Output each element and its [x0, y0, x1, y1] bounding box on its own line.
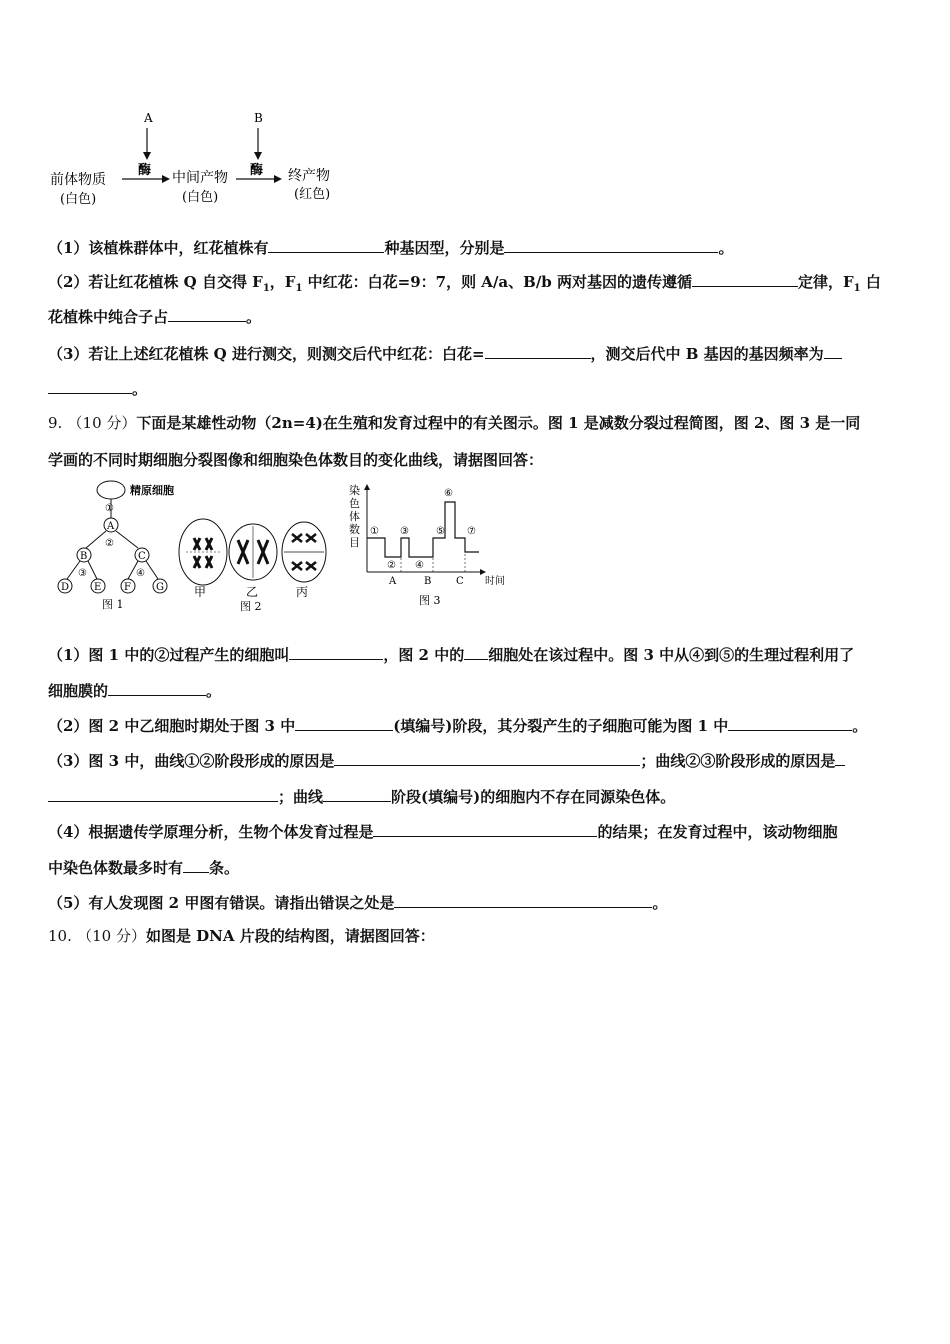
- svg-text:G: G: [156, 582, 164, 593]
- svg-text:甲: 甲: [194, 585, 207, 599]
- intermediate-label: 中间产物: [172, 170, 228, 186]
- gene-b-label: B: [254, 111, 263, 125]
- answer-blank[interactable]: [692, 271, 798, 287]
- svg-text:乙: 乙: [246, 585, 259, 599]
- answer-blank[interactable]: [504, 237, 718, 253]
- metabolic-pathway-diagram: [40, 100, 360, 215]
- q8-sub2-line2: 花植株中纯合子占 。: [48, 308, 262, 326]
- cell-yi: [229, 524, 277, 599]
- svg-text:C: C: [138, 551, 146, 562]
- svg-text:数: 数: [349, 523, 360, 536]
- answer-blank[interactable]: [485, 343, 591, 359]
- q9-sub3: （3）图 3 中，曲线①②阶段形成的原因是 ；曲线②③阶段形成的原因是: [48, 750, 845, 771]
- svg-text:E: E: [94, 582, 102, 593]
- q9-sub4-line2: 中染色体数最多时有 条。: [48, 859, 240, 877]
- intermediate-color: (白色): [182, 190, 219, 205]
- final-product-color: (红色): [294, 187, 331, 202]
- fig2-caption: 图 2: [240, 600, 262, 613]
- svg-text:④: ④: [415, 560, 424, 571]
- figure-3-chromosome-curve: [343, 482, 518, 612]
- figure-2-cell-images: [176, 510, 336, 614]
- answer-blank[interactable]: [835, 750, 845, 766]
- svg-text:F: F: [124, 582, 131, 593]
- answer-blank[interactable]: [289, 644, 383, 660]
- fig3-caption: 图 3: [419, 594, 441, 607]
- answer-blank[interactable]: [394, 892, 652, 908]
- q9-sub2: （2）图 2 中乙细胞时期处于图 3 中 (填编号)阶段，其分裂产生的子细胞可能为图 1 中 。: [48, 717, 868, 735]
- svg-text:②: ②: [387, 560, 396, 571]
- svg-text:丙: 丙: [296, 585, 309, 599]
- q9-sub1: （1）图 1 中的②过程产生的细胞叫 ，图 2 中的 细胞处在该过程中。图 3 中从④到⑤的生理过程利用了: [48, 646, 855, 664]
- question-score: （10 分）: [67, 414, 137, 432]
- svg-text:③: ③: [78, 568, 87, 579]
- precursor-color: (白色): [60, 192, 97, 207]
- precursor-label: 前体物质: [50, 172, 106, 188]
- question-score: （10 分）: [77, 927, 146, 945]
- svg-text:④: ④: [136, 568, 145, 579]
- answer-blank[interactable]: [323, 786, 391, 802]
- svg-text:①: ①: [370, 526, 379, 537]
- answer-blank[interactable]: [48, 786, 278, 802]
- final-product-label: 终产物: [288, 168, 330, 184]
- svg-text:⑤: ⑤: [436, 526, 445, 537]
- question-number: 10.: [48, 927, 72, 945]
- q9-sub3-line2: ；曲线 阶段(填编号)的细胞内不存在同源染色体。: [48, 786, 675, 807]
- answer-blank[interactable]: [183, 857, 209, 873]
- answer-blank[interactable]: [824, 343, 842, 359]
- q9-intro-line1: 9. （10 分）下面是某雄性动物（2n=4)在生殖和发育过程中的有关图示。图 1 是减数分裂过程简图，图 2、图 3 是一同: [48, 414, 861, 432]
- svg-text:体: 体: [349, 510, 360, 523]
- svg-text:③: ③: [400, 526, 409, 537]
- fig1-title: 精原细胞: [130, 484, 174, 497]
- answer-blank[interactable]: [268, 237, 384, 253]
- answer-blank[interactable]: [295, 715, 393, 731]
- answer-blank[interactable]: [373, 821, 597, 837]
- svg-text:D: D: [61, 582, 70, 593]
- answer-blank[interactable]: [464, 644, 488, 660]
- answer-blank[interactable]: [168, 306, 246, 322]
- svg-text:A: A: [107, 521, 115, 532]
- svg-text:时间: 时间: [485, 576, 505, 587]
- q9-sub5: （5）有人发现图 2 甲图有错误。请指出错误之处是 。: [48, 894, 668, 912]
- enzyme-1-label: 酶: [138, 163, 152, 178]
- enzyme-2-label: 酶: [250, 163, 264, 178]
- figure-1-meiosis-tree: [50, 478, 185, 616]
- cell-jia: [179, 519, 227, 599]
- q8-sub3: （3）若让上述红花植株 Q 进行测交，则测交后代中红花：白花= ，测交后代中 B 基因的基因频率为: [48, 343, 842, 364]
- svg-text:染: 染: [349, 484, 360, 497]
- q8-sub2: （2）若让红花植株 Q 自交得 $F_1$，$F_1$ 中红花：白花=9：7，则 A/a、B/b 两对基因的遗传遵循 定律，$F_1$ 白: [48, 273, 881, 294]
- answer-blank[interactable]: [728, 715, 852, 731]
- svg-text:B: B: [424, 576, 432, 587]
- svg-text:目: 目: [349, 536, 360, 549]
- svg-text:A: A: [389, 576, 397, 587]
- fig1-caption: 图 1: [102, 598, 124, 611]
- q9-intro-line2: 学画的不同时期细胞分裂图像和细胞染色体数目的变化曲线，请据图回答：: [48, 451, 544, 469]
- q8-sub3-line2: 。: [48, 378, 147, 399]
- svg-text:C: C: [456, 576, 464, 587]
- answer-blank[interactable]: [108, 680, 206, 696]
- q8-sub1: （1）该植株群体中，红花植株有 种基因型，分别是 。: [48, 239, 734, 257]
- svg-text:①: ①: [105, 503, 114, 514]
- svg-text:⑥: ⑥: [444, 488, 453, 499]
- answer-blank[interactable]: [48, 378, 132, 394]
- svg-text:②: ②: [105, 538, 114, 549]
- cell-bing: [282, 522, 326, 599]
- q10-intro: 10. （10 分）如图是 DNA 片段的结构图，请据图回答：: [48, 927, 435, 945]
- svg-text:色: 色: [349, 497, 360, 510]
- answer-blank[interactable]: [334, 750, 640, 766]
- q9-sub1-line2: 细胞膜的 。: [48, 682, 222, 700]
- question-number: 9.: [48, 414, 63, 432]
- gene-a-label: A: [144, 111, 153, 125]
- svg-text:⑦: ⑦: [467, 526, 476, 537]
- svg-text:B: B: [80, 551, 88, 562]
- q9-sub4: （4）根据遗传学原理分析，生物个体发育过程是 的结果；在发育过程中，该动物细胞: [48, 823, 838, 841]
